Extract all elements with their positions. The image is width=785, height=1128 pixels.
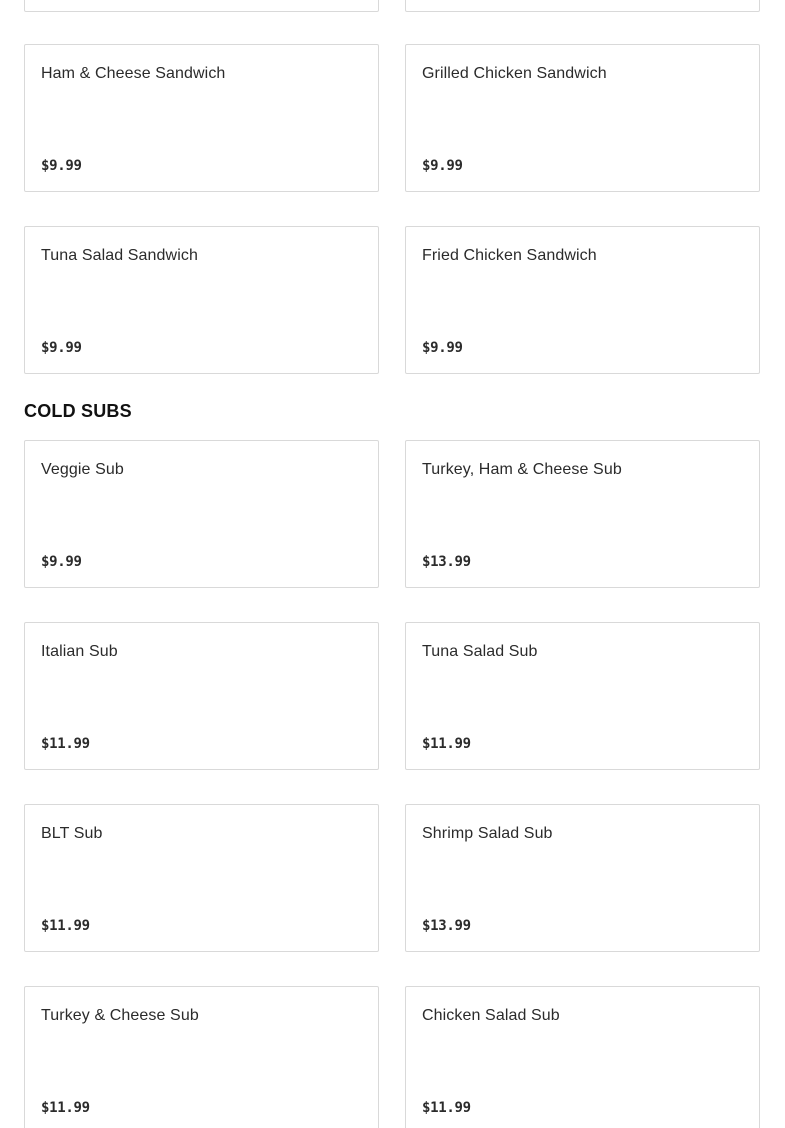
menu-item-price: $11.99 <box>41 1100 90 1116</box>
menu-item-price: $11.99 <box>422 736 471 752</box>
menu-item-price: $11.99 <box>41 736 90 752</box>
menu-item-price: $9.99 <box>41 158 82 174</box>
menu-item-name: Fried Chicken Sandwich <box>422 247 597 264</box>
menu-item-name: Veggie Sub <box>41 461 124 478</box>
menu-item-price: $9.99 <box>422 158 463 174</box>
menu-item-card[interactable] <box>24 804 379 952</box>
section-title-cold-subs: COLD SUBS <box>24 401 132 421</box>
menu-item-name: Chicken Salad Sub <box>422 1007 560 1024</box>
menu-item-card[interactable] <box>405 804 760 952</box>
menu-item-card[interactable] <box>405 226 760 374</box>
menu-item-card[interactable] <box>24 440 379 588</box>
menu-item-card-partial[interactable] <box>24 0 379 12</box>
menu-item-price: $9.99 <box>41 554 82 570</box>
menu-item-price: $9.99 <box>41 340 82 356</box>
menu-item-card[interactable] <box>24 622 379 770</box>
menu-item-card[interactable] <box>24 226 379 374</box>
menu-item-name: Shrimp Salad Sub <box>422 825 553 842</box>
menu-item-name: Turkey & Cheese Sub <box>41 1007 199 1024</box>
menu-item-card[interactable] <box>405 44 760 192</box>
menu-item-card[interactable] <box>24 44 379 192</box>
menu-item-card-partial[interactable] <box>405 0 760 12</box>
menu-item-name: Tuna Salad Sub <box>422 643 538 660</box>
menu-item-name: Italian Sub <box>41 643 118 660</box>
menu-item-price: $9.99 <box>422 340 463 356</box>
menu-item-card[interactable] <box>24 986 379 1128</box>
menu-item-price: $13.99 <box>422 554 471 570</box>
menu-item-price: $13.99 <box>422 918 471 934</box>
menu-item-card[interactable] <box>405 440 760 588</box>
menu-item-card[interactable] <box>405 986 760 1128</box>
menu-item-name: Ham & Cheese Sandwich <box>41 65 226 82</box>
menu-item-card[interactable] <box>405 622 760 770</box>
menu-item-price: $11.99 <box>41 918 90 934</box>
menu-item-name: Tuna Salad Sandwich <box>41 247 198 264</box>
menu-item-price: $11.99 <box>422 1100 471 1116</box>
menu-item-name: BLT Sub <box>41 825 103 842</box>
menu-item-name: Grilled Chicken Sandwich <box>422 65 607 82</box>
menu-item-name: Turkey, Ham & Cheese Sub <box>422 461 622 478</box>
